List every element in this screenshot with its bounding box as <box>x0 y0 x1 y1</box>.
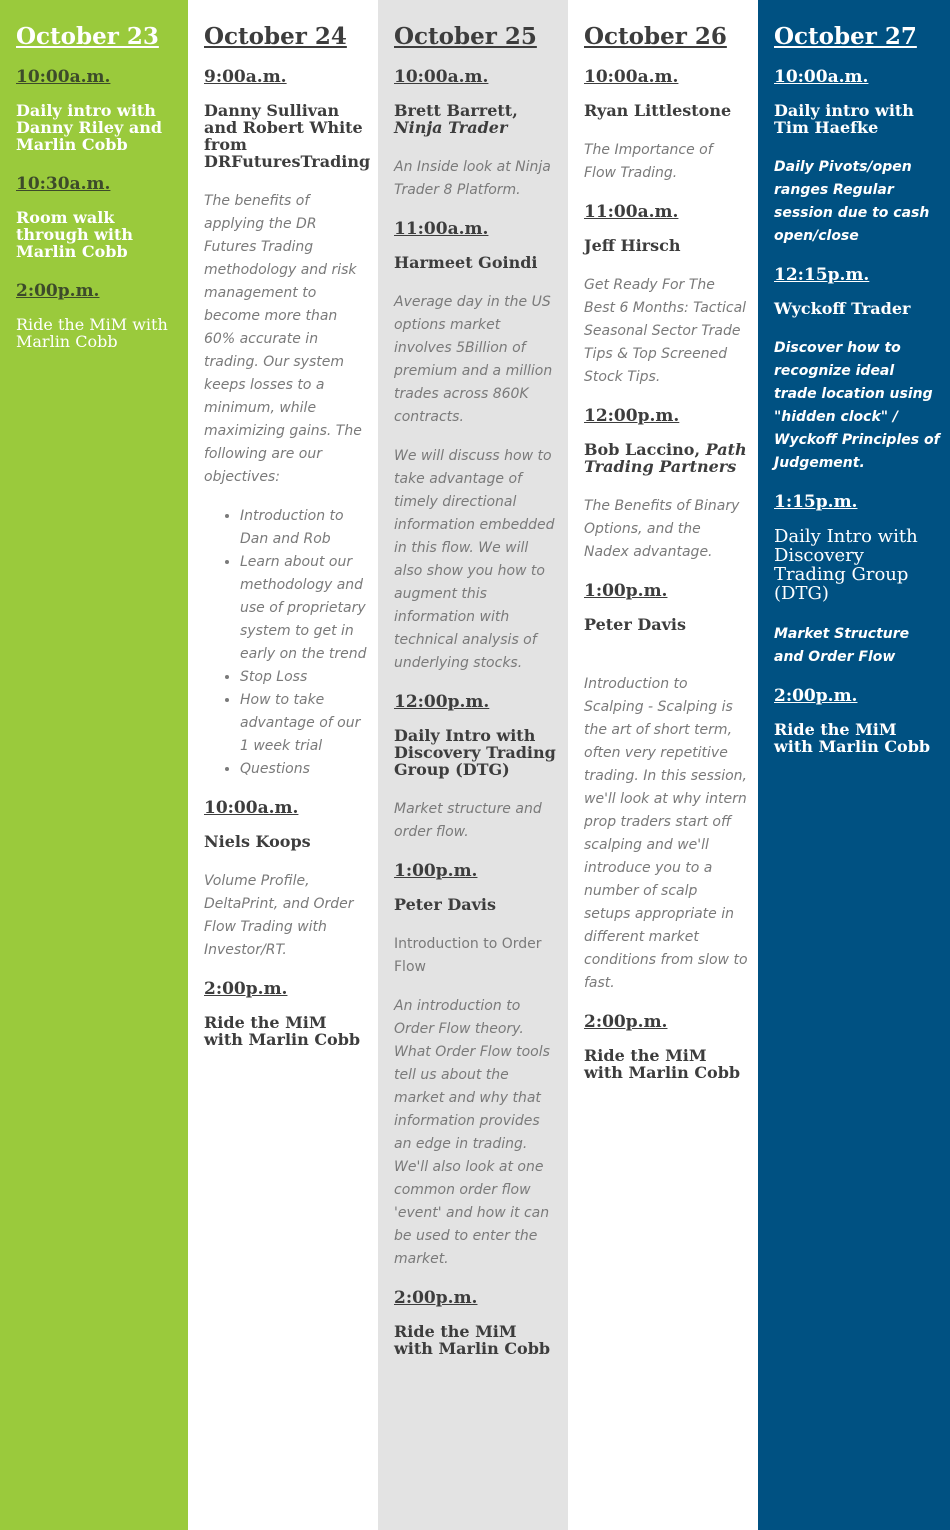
session-description: We will discuss how to take advantage of timely directional information embedded in this flow. We will also show you how to augment this information with technical analysis of underlying stocks. <box>394 448 555 671</box>
speaker-name: Brett Barrett, <box>394 101 518 120</box>
session-time[interactable]: 2:00p.m. <box>584 1012 668 1032</box>
objectives-list <box>204 505 368 781</box>
session-title <box>584 441 748 475</box>
day-column-oct-23 <box>0 0 188 1530</box>
session-description: Discover how to recognize ideal trade location using "hidden clock" / Wyckoff Principles of Judgement. <box>774 340 940 471</box>
session-description: Introduction to Order Flow <box>394 936 542 975</box>
session-title: Daily Intro with Discovery Trading Group (DTG) <box>774 526 918 604</box>
session-time[interactable]: 9:00a.m. <box>204 67 287 87</box>
session-time[interactable]: 10:00a.m. <box>774 67 869 87</box>
session-title: Wyckoff Trader <box>774 299 911 318</box>
session-time[interactable]: 11:00a.m. <box>394 219 489 239</box>
day-date[interactable]: October 23 <box>16 23 159 50</box>
session-description: Market Structure and Order Flow <box>774 626 910 665</box>
session-time[interactable]: 12:00p.m. <box>584 406 680 426</box>
session-title: Ryan Littlestone <box>584 101 732 120</box>
session-description: An introduction to Order Flow theory. What Order Flow tools tell us about the market and why that information provides an edge in trading. We'll also look at one common order flow 'event' and how it can be used to enter the market. <box>394 998 550 1267</box>
list-item: • Introduction to Dan and Rob <box>240 505 368 551</box>
session-time[interactable]: 10:00a.m. <box>204 798 299 818</box>
session-title: Room walk through with Marlin Cobb <box>16 208 134 261</box>
session-title: Daily intro with Danny Riley and Marlin Cobb <box>16 101 163 154</box>
session-time[interactable]: 10:00a.m. <box>16 67 111 87</box>
session-time[interactable]: 10:30a.m. <box>16 174 111 194</box>
session-description: Volume Profile, DeltaPrint, and Order Flow Trading with Investor/RT. <box>204 873 354 958</box>
list-item: • How to take advantage of our 1 week trial <box>240 689 368 758</box>
session-time[interactable]: 2:00p.m. <box>774 686 858 706</box>
session-description: The benefits of applying the DR Futures Trading methodology and risk management to become more than 60% accurate in trading. Our system keeps losses to a minimum, while maximizing gains. The following are our objectives: <box>204 193 362 485</box>
session-time[interactable]: 11:00a.m. <box>584 202 679 222</box>
session-time[interactable]: 1:00p.m. <box>584 581 668 601</box>
session-time[interactable]: 1:00p.m. <box>394 861 478 881</box>
session-description: The Importance of Flow Trading. <box>584 142 713 181</box>
session-description: The Benefits of Binary Options, and the Nadex advantage. <box>584 498 740 560</box>
session-description: Daily Pivots/open ranges Regular session due to cash open/close <box>774 159 930 244</box>
session-time[interactable]: 2:00p.m. <box>16 281 100 301</box>
session-title: Niels Koops <box>204 832 311 851</box>
session-title: Jeff Hirsch <box>584 236 681 255</box>
session-description: Average day in the US options market involves 5Billion of premium and a million trades across 860K contracts. <box>394 294 553 425</box>
session-title: Ride the MiM with Marlin Cobb <box>774 720 931 756</box>
speaker-company: Path Trading Partners <box>584 440 747 476</box>
list-item: • Learn about our methodology and use of proprietary system to get in early on the trend <box>240 551 368 666</box>
session-description: Market structure and order flow. <box>394 801 542 840</box>
day-date[interactable]: October 27 <box>774 23 917 50</box>
session-title: Ride the MiM with Marlin Cobb <box>204 1013 361 1049</box>
day-column-oct-26 <box>568 0 758 1530</box>
day-column-oct-24 <box>188 0 378 1530</box>
session-time[interactable]: 10:00a.m. <box>394 67 489 87</box>
session-title: Ride the MiM with Marlin Cobb <box>16 315 168 351</box>
day-date[interactable]: October 26 <box>584 23 727 50</box>
session-time[interactable]: 12:15p.m. <box>774 265 870 285</box>
session-title: Ride the MiM with Marlin Cobb <box>584 1046 741 1082</box>
speaker-company: Ninja Trader <box>394 118 508 137</box>
session-time[interactable]: 12:00p.m. <box>394 692 490 712</box>
session-time[interactable]: 10:00a.m. <box>584 67 679 87</box>
session-time[interactable]: 1:15p.m. <box>774 492 858 512</box>
session-time[interactable]: 2:00p.m. <box>394 1288 478 1308</box>
session-title: Ride the MiM with Marlin Cobb <box>394 1322 551 1358</box>
list-item: • Stop Loss <box>240 666 368 689</box>
list-item: • Questions <box>240 758 368 781</box>
day-date[interactable]: October 24 <box>204 23 347 50</box>
session-title <box>394 102 558 136</box>
session-description: Get Ready For The Best 6 Months: Tactical Seasonal Sector Trade Tips & Top Screened Stock Tips. <box>584 277 747 385</box>
day-column-oct-27 <box>758 0 950 1530</box>
session-title: Peter Davis <box>584 615 686 634</box>
day-date[interactable]: October 25 <box>394 23 537 50</box>
session-title: Daily intro with Tim Haefke <box>774 101 914 137</box>
session-time[interactable]: 2:00p.m. <box>204 979 288 999</box>
session-description: Introduction to Scalping - Scalping is the art of short term, often very repetitive trading. In this session, we'll look at why intern prop traders start off scalping and we'll introduce you to a number of scalp setups appropriate in different market conditions from slow to fast. <box>584 676 748 991</box>
session-description: An Inside look at Ninja Trader 8 Platform. <box>394 159 551 198</box>
session-title: Daily Intro with Discovery Trading Group (DTG) <box>394 726 556 779</box>
session-title: Danny Sullivan and Robert White from DRFuturesTrading <box>204 101 371 171</box>
day-column-oct-25 <box>378 0 568 1530</box>
session-title: Harmeet Goindi <box>394 253 538 272</box>
speaker-name: Bob Laccino, <box>584 440 701 459</box>
session-title: Peter Davis <box>394 895 496 914</box>
